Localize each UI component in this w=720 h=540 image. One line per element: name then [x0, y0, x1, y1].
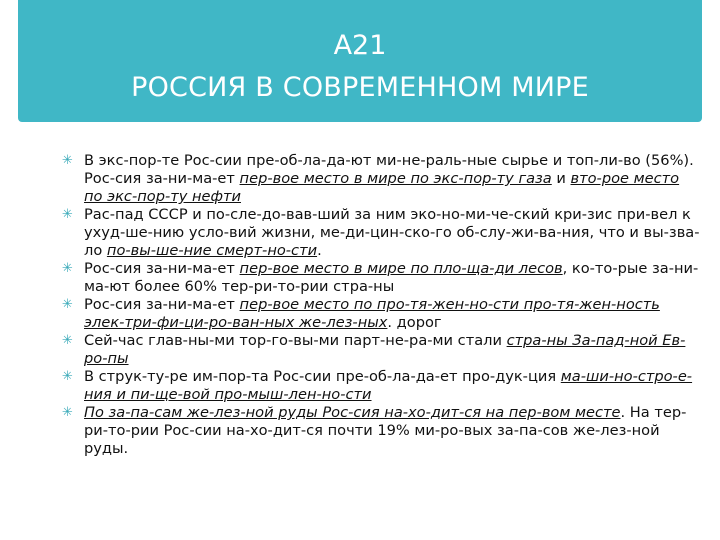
list-item: [62, 296, 702, 332]
title-block: [18, 0, 702, 122]
emphasized-text: пер-вое место в мире по пло-ща-ди лесов: [239, 260, 563, 277]
bullet-icon: ✳: [62, 333, 73, 348]
bullet-list: [62, 152, 702, 458]
item-text: , ко-то-рые за-ни-ма-ют более 60% тер-ри-то-рии стра-ны: [84, 260, 699, 295]
emphasized-text: По за-па-сам же-лез-ной руды Рос-сия на-хо-дит-ся на пер-вом месте: [84, 404, 621, 421]
emphasized-text: ма-ши-но-стро-е-ния и пи-ще-вой про-мыш-лен-но-сти: [84, 368, 693, 403]
item-text: В экс-пор-те Рос-сии пре-об-ла-да-ют ми-не-раль-ные сырье и топ-ли-во (56%). Рос-сия за-ни-ма-ет: [84, 152, 694, 187]
list-item: [62, 152, 702, 206]
emphasized-text: стра-ны За-пад-ной Ев-ро-пы: [84, 332, 686, 367]
list-item: [62, 206, 702, 260]
item-text: Рос-сия за-ни-ма-ет: [84, 260, 240, 277]
emphasized-text: по-вы-ше-ние смерт-но-сти: [106, 242, 318, 259]
bullet-icon: ✳: [62, 405, 73, 420]
bullet-icon: ✳: [62, 261, 73, 276]
item-text: . дорог: [387, 314, 442, 331]
item-text: Сей-час глав-ны-ми тор-го-вы-ми парт-не-ра-ми стали: [84, 332, 507, 349]
emphasized-text: вто-рое место по экс-пор-ту нефти: [84, 170, 680, 205]
item-text: Рос-сия за-ни-ма-ет: [84, 296, 240, 313]
bullet-icon: ✳: [62, 369, 73, 384]
bullet-icon: ✳: [62, 297, 73, 312]
bullet-icon: ✳: [62, 153, 73, 168]
emphasized-text: пер-вое место по про-тя-жен-но-сти про-тя-жен-ность элек-три-фи-ци-ро-ван-ных же-лез-ных: [84, 296, 660, 331]
list-item: [62, 404, 702, 458]
slide-title-code: А21: [333, 30, 387, 61]
item-text: . На тер-ри-то-рии Рос-сии на-хо-дит-ся почти 19% ми-ро-вых за-па-сов же-лез-ной руды.: [84, 404, 687, 457]
item-text: В струк-ту-ре им-пор-та Рос-сии пре-об-ла-да-ет про-дук-ция: [84, 368, 561, 385]
list-item: [62, 368, 702, 404]
slide-title: РОССИЯ В СОВРЕМЕННОМ МИРЕ: [131, 72, 589, 103]
item-text: Рас-пад СССР и по-сле-до-вав-ший за ним эко-но-ми-че-ский кри-зис при-вел к ухуд-ше-нию усло-вий жизни, ме-ди-цин-ско-го об-слу-жи-ва-ния, что и вы-зва-ло: [84, 206, 700, 259]
item-text: .: [317, 242, 322, 259]
list-item: [62, 260, 702, 296]
item-text: и: [551, 170, 571, 187]
emphasized-text: пер-вое место в мире по экс-пор-ту газа: [239, 170, 552, 187]
bullet-icon: ✳: [62, 207, 73, 222]
list-item: [62, 332, 702, 368]
